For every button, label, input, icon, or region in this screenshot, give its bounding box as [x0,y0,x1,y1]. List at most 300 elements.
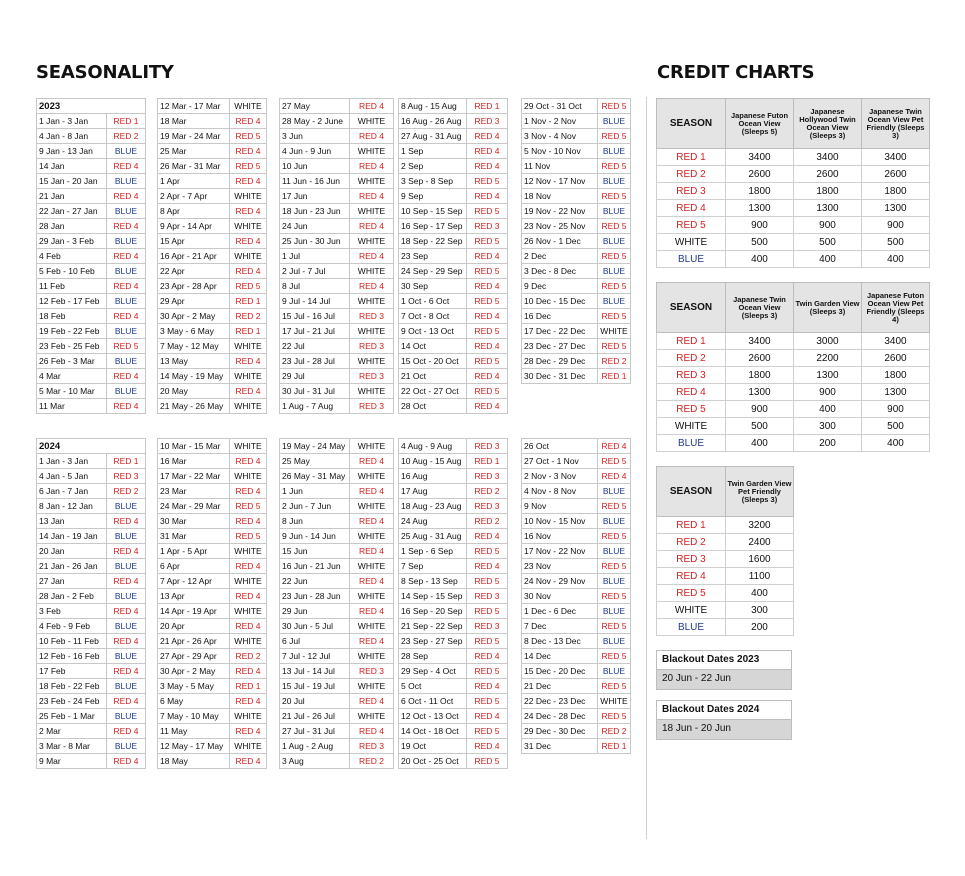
date-range: 30 Apr - 2 May [158,664,230,679]
date-range: 25 Jun - 30 Jun [280,234,350,249]
season-label: RED 4 [467,649,508,664]
date-range: 16 Aug - 26 Aug [399,114,467,129]
season-label: RED 5 [657,401,726,418]
season-label: RED 4 [230,619,267,634]
credit-row [657,200,930,217]
season-label: BLUE [107,559,146,574]
table-row [158,709,267,724]
table-row [158,604,267,619]
season-label: RED 4 [230,114,267,129]
date-range: 23 Feb - 25 Feb [37,339,107,354]
season-label: RED 5 [467,384,508,399]
credit-row [657,367,930,384]
credit-value: 1100 [726,568,794,585]
date-range: 8 Jan - 12 Jan [37,499,107,514]
season-label: RED 4 [230,664,267,679]
date-range: 2 Mar [37,724,107,739]
season-label: WHITE [230,544,267,559]
credit-value: 3400 [726,333,794,350]
date-range: 2 Sep [399,159,467,174]
season-label: RED 4 [350,694,394,709]
season-label: RED 3 [350,399,394,414]
date-range: 28 Sep [399,649,467,664]
date-range: 12 Oct - 13 Oct [399,709,467,724]
credit-value: 200 [794,435,862,452]
credit-value: 500 [862,418,930,435]
year2023-column-2 [157,98,267,414]
date-range: 28 Jan [37,219,107,234]
table-row [399,709,508,724]
credit-value: 1300 [862,200,930,217]
date-range: 16 Jun - 21 Jun [280,559,350,574]
date-range: 30 Jun - 5 Jul [280,619,350,634]
table-row [399,234,508,249]
date-range: 27 Jul - 31 Jul [280,724,350,739]
date-range: 1 Jul [280,249,350,264]
table-row [399,144,508,159]
table-row [37,204,146,219]
season-label: RED 2 [598,354,631,369]
table-row [280,559,394,574]
table-row [399,249,508,264]
table-row [158,219,267,234]
credit-value: 200 [726,619,794,636]
date-range: 9 Jul - 14 Jul [280,294,350,309]
table-row [399,499,508,514]
date-range: 4 Feb [37,249,107,264]
table-row [37,589,146,604]
season-label: RED 5 [467,544,508,559]
date-range: 3 Sep - 8 Sep [399,174,467,189]
season-label: RED 4 [230,754,267,769]
credit-row [657,619,794,636]
date-range: 11 Jun - 16 Jun [280,174,350,189]
season-label: RED 5 [657,585,726,602]
season-label: RED 3 [657,367,726,384]
date-range: 3 Nov - 4 Nov [522,129,598,144]
table-row [158,469,267,484]
table-row [37,114,146,129]
date-range: 16 Sep - 20 Sep [399,604,467,619]
credit-value: 900 [862,217,930,234]
credit-row [657,183,930,200]
date-range: 14 Oct [399,339,467,354]
season-label: RED 5 [598,159,631,174]
date-range: 30 Mar [158,514,230,529]
season-label: WHITE [230,604,267,619]
table-row [158,354,267,369]
season-label: RED 1 [598,739,631,754]
season-label: RED 4 [467,529,508,544]
date-range: 4 Jun - 9 Jun [280,144,350,159]
season-label: RED 5 [598,589,631,604]
table-row [158,309,267,324]
table-row [399,679,508,694]
table-row [280,129,394,144]
table-row [280,724,394,739]
season-label: RED 4 [598,469,631,484]
date-range: 19 Oct [399,739,467,754]
credit-value: 900 [794,384,862,401]
date-range: 18 Nov [522,189,598,204]
date-range: 23 Nov [522,559,598,574]
credit-row [657,602,794,619]
table-row [399,324,508,339]
date-range: 26 Mar - 31 Mar [158,159,230,174]
season-label: RED 2 [657,166,726,183]
table-row [158,484,267,499]
date-range: 7 Sep [399,559,467,574]
season-label: RED 5 [598,649,631,664]
table-row [399,469,508,484]
season-label: RED 4 [107,159,146,174]
table-row [399,649,508,664]
season-label: BLUE [107,144,146,159]
date-range: 3 Mar - 8 Mar [37,739,107,754]
date-range: 13 May [158,354,230,369]
table-row [37,709,146,724]
date-range: 9 Apr - 14 Apr [158,219,230,234]
table-row [280,499,394,514]
date-range: 30 Nov [522,589,598,604]
table-row [522,499,631,514]
credit-value: 2600 [862,166,930,183]
date-range: 16 Nov [522,529,598,544]
date-range: 8 Dec - 13 Dec [522,634,598,649]
date-range: 11 May [158,724,230,739]
table-row [522,514,631,529]
table-row [522,339,631,354]
date-range: 22 Jan - 27 Jan [37,204,107,219]
table-row [280,99,394,114]
season-label: WHITE [230,574,267,589]
season-label: BLUE [598,114,631,129]
season-label: RED 5 [657,217,726,234]
season-label: RED 1 [107,454,146,469]
room-type-header: Japanese Twin Ocean View Pet Friendly (Sleeps 3) [862,99,930,149]
season-label: BLUE [107,619,146,634]
date-range: 12 Nov - 17 Nov [522,174,598,189]
date-range: 24 Sep - 29 Sep [399,264,467,279]
credit-value: 2600 [862,350,930,367]
table-row [522,694,631,709]
season-label: BLUE [107,264,146,279]
date-range: 14 Apr - 19 Apr [158,604,230,619]
date-range: 19 Feb - 22 Feb [37,324,107,339]
date-range: 1 Nov - 2 Nov [522,114,598,129]
credit-row [657,517,794,534]
season-label: RED 3 [467,219,508,234]
season-label: RED 4 [350,724,394,739]
table-row [399,279,508,294]
credit-value: 1300 [794,200,862,217]
date-range: 18 Feb - 22 Feb [37,679,107,694]
season-label: RED 4 [107,694,146,709]
date-range: 22 Jun [280,574,350,589]
season-label: WHITE [350,324,394,339]
season-label: RED 5 [598,189,631,204]
table-row [399,219,508,234]
table-row [280,249,394,264]
table-row [158,204,267,219]
date-range: 12 May - 17 May [158,739,230,754]
table-row [522,574,631,589]
credit-value: 1300 [726,200,794,217]
table-row [280,589,394,604]
table-row [280,664,394,679]
table-row [37,694,146,709]
date-range: 1 Apr - 5 Apr [158,544,230,559]
table-row [280,234,394,249]
credit-value: 400 [862,251,930,268]
date-range: 20 Jul [280,694,350,709]
date-range: 19 Nov - 22 Nov [522,204,598,219]
season-label: RED 3 [657,183,726,200]
blackout-2024-dates: 18 Jun - 20 Jun [657,720,791,739]
table-row [280,544,394,559]
date-range: 3 Dec - 8 Dec [522,264,598,279]
season-label: RED 3 [350,339,394,354]
table-row [280,384,394,399]
credit-value: 400 [862,435,930,452]
season-label: RED 4 [107,544,146,559]
date-range: 12 Feb - 16 Feb [37,649,107,664]
season-label: BLUE [107,324,146,339]
season-label: WHITE [230,339,267,354]
season-label: RED 5 [230,529,267,544]
credit-value: 1300 [726,384,794,401]
season-label: RED 2 [230,309,267,324]
credit-value: 2200 [794,350,862,367]
table-row [399,694,508,709]
date-range: 14 Dec [522,649,598,664]
date-range: 27 May [280,99,350,114]
date-range: 30 Jul - 31 Jul [280,384,350,399]
season-label: WHITE [350,174,394,189]
table-row [522,189,631,204]
date-range: 23 Jul - 28 Jul [280,354,350,369]
season-label: RED 3 [657,551,726,568]
table-row [280,469,394,484]
season-label: RED 3 [107,469,146,484]
credit-value: 1800 [794,183,862,200]
credit-value: 3400 [862,333,930,350]
table-row [37,559,146,574]
season-label: BLUE [657,619,726,636]
date-range: 18 Feb [37,309,107,324]
room-type-header: Japanese Twin Ocean View (Sleeps 3) [726,283,794,333]
season-label: BLUE [107,709,146,724]
table-row [280,754,394,769]
date-range: 5 Mar - 10 Mar [37,384,107,399]
date-range: 1 Apr [158,174,230,189]
table-row [522,219,631,234]
date-range: 29 Oct - 31 Oct [522,99,598,114]
blackout-2023-title: Blackout Dates 2023 [657,651,791,670]
season-label: WHITE [230,469,267,484]
season-label: WHITE [230,634,267,649]
table-row [37,339,146,354]
date-range: 27 Jan [37,574,107,589]
table-row [158,174,267,189]
table-row [280,484,394,499]
date-range: 10 Dec - 15 Dec [522,294,598,309]
year2024-column-4 [398,438,508,769]
table-row [399,309,508,324]
season-label: RED 4 [107,189,146,204]
date-range: 21 Dec [522,679,598,694]
table-row [399,604,508,619]
credit-value: 400 [726,585,794,602]
season-label: WHITE [230,189,267,204]
credit-row [657,551,794,568]
season-label: RED 5 [467,294,508,309]
date-range: 14 Oct - 18 Oct [399,724,467,739]
seasonality-title: SEASONALITY [36,62,174,83]
season-label: RED 5 [467,354,508,369]
table-row [280,514,394,529]
season-label: WHITE [230,249,267,264]
table-row [37,469,146,484]
table-row [522,709,631,724]
credit-value: 2400 [726,534,794,551]
table-row [522,324,631,339]
table-row [522,99,631,114]
table-row [158,249,267,264]
season-label: WHITE [350,384,394,399]
table-row [37,724,146,739]
date-range: 29 Dec - 30 Dec [522,724,598,739]
table-row [522,649,631,664]
date-range: 9 Nov [522,499,598,514]
date-range: 2 Dec [522,249,598,264]
date-range: 2 Apr - 7 Apr [158,189,230,204]
season-label: BLUE [598,574,631,589]
season-label: RED 4 [467,309,508,324]
table-row [522,544,631,559]
season-label: WHITE [230,439,267,454]
table-row [37,544,146,559]
table-row [158,724,267,739]
season-label: BLUE [598,204,631,219]
table-row [280,279,394,294]
table-row [158,324,267,339]
season-label: RED 5 [467,234,508,249]
date-range: 15 Jan - 20 Jan [37,174,107,189]
season-label: RED 4 [350,484,394,499]
season-label: RED 4 [467,709,508,724]
date-range: 7 May - 10 May [158,709,230,724]
date-range: 15 Apr [158,234,230,249]
table-row [280,649,394,664]
season-label: WHITE [350,589,394,604]
table-row [280,144,394,159]
season-label: RED 4 [350,454,394,469]
table-row [280,294,394,309]
table-row [37,514,146,529]
date-range: 11 Feb [37,279,107,294]
table-row [37,574,146,589]
season-label: RED 5 [467,204,508,219]
table-row [522,144,631,159]
table-row [522,114,631,129]
table-row [37,619,146,634]
credit-value: 1300 [794,367,862,384]
date-range: 7 Jul - 12 Jul [280,649,350,664]
season-label: RED 3 [467,469,508,484]
date-range: 25 Mar [158,144,230,159]
table-row [158,234,267,249]
season-label: RED 5 [230,499,267,514]
date-range: 27 Apr - 29 Apr [158,649,230,664]
table-row [37,454,146,469]
table-row [399,754,508,769]
table-row [158,694,267,709]
date-range: 2 Nov - 3 Nov [522,469,598,484]
season-label: RED 2 [467,484,508,499]
table-row [522,619,631,634]
season-label: RED 4 [107,399,146,414]
season-label: RED 4 [467,189,508,204]
season-label: RED 4 [107,309,146,324]
table-row [158,99,267,114]
table-row [280,339,394,354]
credit-value: 900 [726,401,794,418]
date-range: 10 Feb - 11 Feb [37,634,107,649]
date-range: 3 Feb [37,604,107,619]
table-row [37,369,146,384]
table-row [158,294,267,309]
date-range: 1 Dec - 6 Dec [522,604,598,619]
credit-value: 3000 [794,333,862,350]
room-type-header: Japanese Futon Ocean View Pet Friendly (Sleeps 4) [862,283,930,333]
room-type-header: Twin Garden View Pet Friendly (Sleeps 3) [726,467,794,517]
season-label: RED 4 [230,514,267,529]
table-row [158,574,267,589]
table-row [37,249,146,264]
date-range: 28 May - 2 June [280,114,350,129]
date-range: 7 Oct - 8 Oct [399,309,467,324]
table-row [280,189,394,204]
date-range: 18 Jun - 23 Jun [280,204,350,219]
season-label: WHITE [230,369,267,384]
credit-value: 3400 [862,149,930,166]
season-label: RED 5 [598,99,631,114]
date-range: 6 Apr [158,559,230,574]
date-range: 10 Jun [280,159,350,174]
table-row [522,309,631,324]
season-label: RED 1 [467,454,508,469]
date-range: 17 Feb [37,664,107,679]
blackout-2024 [656,700,792,740]
season-label: RED 4 [107,754,146,769]
table-row [37,234,146,249]
table-row [280,619,394,634]
season-label: RED 4 [350,189,394,204]
season-label: WHITE [657,602,726,619]
date-range: 31 Dec [522,739,598,754]
date-range: 12 Mar - 17 Mar [158,99,230,114]
table-row [522,279,631,294]
date-range: 25 Feb - 1 Mar [37,709,107,724]
season-label: RED 5 [598,529,631,544]
credit-row [657,149,930,166]
date-range: 16 Apr - 21 Apr [158,249,230,264]
season-label: RED 4 [230,559,267,574]
table-row [37,679,146,694]
credit-row [657,234,930,251]
year2024-column-2 [157,438,267,769]
